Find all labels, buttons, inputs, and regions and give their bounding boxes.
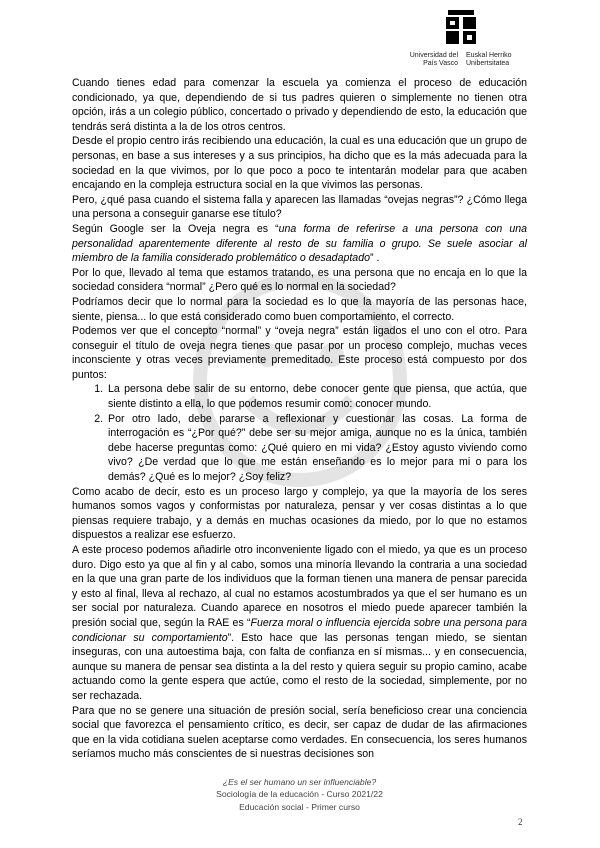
logo-text-basque: Euskal Herriko Unibertsitatea bbox=[466, 52, 512, 67]
document-body bbox=[72, 76, 527, 762]
list-item: 2. Por otro lado, debe pararse a reflexionar y cuestionar las cosas. La forma de interrogación es “¿Por qué?” debe ser su mejor amiga, aunque no es la única, también debe hacerse preguntas como: ¿Qué quiero en mi vida? ¿Estoy agusto viviendo como vivo? ¿De verdad que lo que me están enseñando es lo mejor para mi o para los demás? ¿Qué es lo mejor? ¿Soy feliz? bbox=[106, 412, 527, 485]
paragraph: Podríamos decir que lo normal para la sociedad es lo que la mayoría de las personas hace, siente, piensa... lo que está considerado como buen comportamiento, el correcto. bbox=[72, 295, 527, 323]
quote-rae: Fuerza moral o influencia ejercida sobre una persona para condicionar su comportamiento bbox=[72, 616, 527, 644]
paragraph bbox=[72, 222, 527, 266]
paragraph: Cuando tienes edad para comenzar la escuela ya comienza el proceso de educación condicionado, ya que, dependiendo de si tus padres quieren o simplemente no tienen otra opción, irás a un colegio público, concertado o privado y dependiendo de esto, la educación que tendrás será distinta a la de los otros centros. bbox=[72, 77, 527, 133]
text-run: Según Google ser la Oveja negra es “ bbox=[72, 222, 279, 235]
paragraph: Podemos ver que el concepto “normal” y “oveja negra” están ligados el uno con el otro. Para conseguir el título de oveja negra tienes que pasar por un proceso complejo, muchas veces inconsciente y otras veces previamente premeditado. Este proceso está compuesto por dos puntos: bbox=[72, 325, 527, 381]
numbered-list bbox=[72, 382, 527, 484]
list-item: 1. La persona debe salir de su entorno, debe conocer gente que piensa, que actúa, que siente distinto a ella, lo que podemos resumir como: conocer mundo. bbox=[106, 382, 527, 411]
paragraph: Para que no se genere una situación de presión social, sería beneficioso crear una conciencia social que favorezca el pensamiento crítico, es decir, ser capaz de dudar de las afirmaciones que en la vida cotidiana suelen aceptarse como verdades. En consecuencia, los seres humanos seríamos mucho más conscientes de si nuestras decisiones son bbox=[72, 704, 527, 761]
paragraph: Por lo que, llevado al tema que estamos tratando, es una persona que no encaja en lo que la sociedad considera “normal” ¿Pero qué es lo normal en la sociedad? bbox=[72, 266, 527, 294]
paragraph: Pero, ¿qué pasa cuando el sistema falla y aparecen las llamadas “ovejas negras”? ¿Cómo llega una persona a conseguir ganarse ese título? bbox=[72, 193, 527, 221]
paragraph: Desde el propio centro irás recibiendo una educación, la cual es una educación que un grupo de personas, en base a sus intereses y a sus principios, ha dicho que es la más adecuada para la sociedad en la que vivimos, por lo que poco a poco te intentarán modelar para que acaben encajando en la compleja estructura social en la que vivimos las personas. bbox=[72, 135, 527, 192]
paragraph: Como acabo de decir, esto es un proceso largo y complejo, ya que la mayoría de los seres humanos somos vagos y conformistas por naturaleza, pensar y ver cosas distintas a lo que piensas requiere trabajo, y a demás en muchas ocasiones da miedo, por lo que no estamos dispuestos a realizar ese esfuerzo. bbox=[72, 485, 527, 542]
university-logo bbox=[398, 8, 528, 72]
text-run: ”. Esto hace que las personas tengan miedo, se sientan inseguras, con una autoestima baja, con falta de confianza en sí mismas... y en consecuencia, aunque su manera de pensar sea distinta a la del resto y quiera seguir su propio camino, acabe actuando como la gente espera que actúe, como el resto de la sociedad, simplemente, por no ser rechazada. bbox=[72, 631, 527, 702]
text-run: ” . bbox=[369, 252, 380, 265]
paragraph bbox=[72, 543, 527, 704]
quote-definition: una forma de referirse a una persona con una personalidad aparentemente diferente al resto de su familia o grupo. Se suele asociar al miembro de la familia considerado problemático o desadaptado bbox=[72, 222, 528, 265]
text-run: A este proceso podemos añadirle otro inconveniente ligado con el miedo, ya que es un proceso duro. Digo esto ya que al fin y al cabo, somos una minoría llevando la contraria a una sociedad en la que una gran parte de los individuos que la forman tienen una manera de pensar parecida y esto al final, lleva al rechazo, al cual no estamos acostumbrados ya que el ser humano es un ser social por naturaleza. Cuando aparece en nosotros el miedo puede aparecer también la presión social que, según la RAE es “ bbox=[72, 544, 527, 629]
footer-degree: Educación social - Primer curso bbox=[239, 801, 360, 812]
logo-text-spanish: Universidad del País Vasco bbox=[409, 52, 458, 67]
footer-course: Sociología de la educación - Curso 2021/22 bbox=[216, 789, 383, 800]
university-emblem-icon bbox=[442, 8, 482, 48]
footer-title: ¿Es el ser humano un ser influenciable? bbox=[222, 777, 377, 787]
page-footer bbox=[72, 776, 527, 813]
page-number: 2 bbox=[518, 817, 523, 827]
